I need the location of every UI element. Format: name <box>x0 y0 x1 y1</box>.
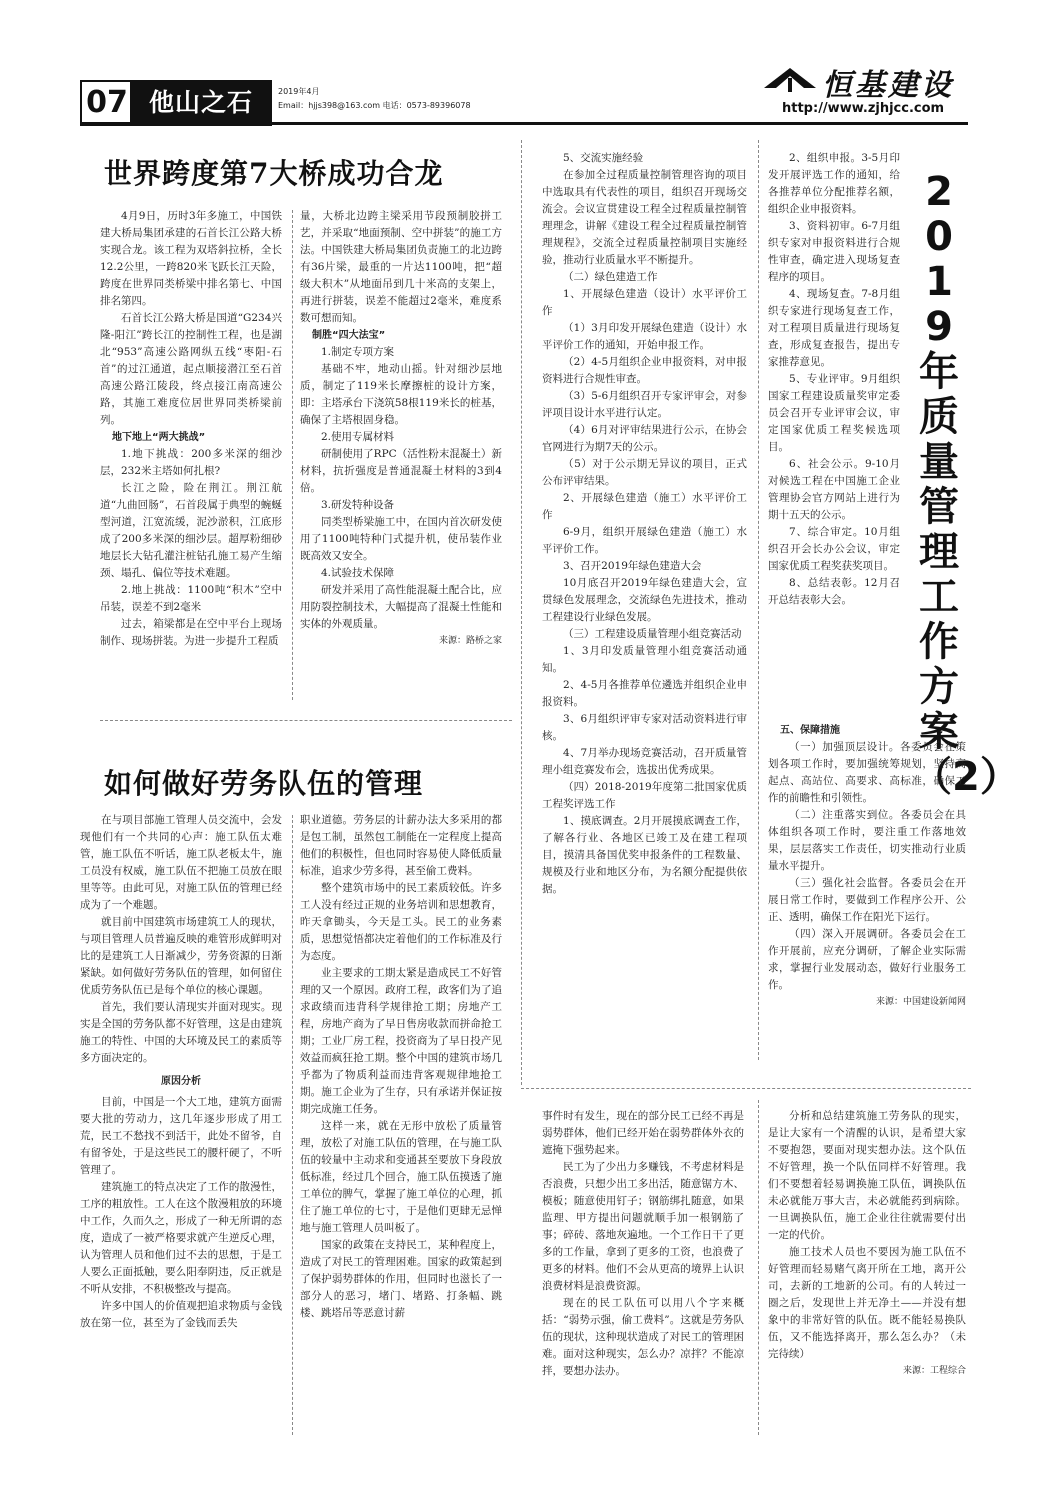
issue-meta <box>278 85 471 113</box>
paragraph: 3.研发特种设备 <box>321 499 395 511</box>
company-logo-text: 恒基建设 <box>822 68 954 103</box>
paragraph: 业主要求的工期太紧是造成民工不好管理的又一个原因。政府工程，政客们为了追求政绩而违背科学规律抢工期；房地产工程，房地产商为了早日售房收款而拼命抢工期；工业厂房工程，投资商为了早日投产见效益而疯狂抢工期。整个中国的建筑市场几乎都为了物质利益而违背客观规律地抢工期。施工企业为了生存，只有承诺并保证按期完成施工任务。 <box>300 967 502 1115</box>
paragraph: （二）绿色建造工作 <box>563 271 658 283</box>
paragraph: 石首长江公路大桥是国道“G234兴隆-阳江”跨长江的控制性工程，也是湖北“953”高速公路网纵五线“枣阳-石首”的过江通道，起点顺接潜江至石首高速公路江陵段，终点接江南高速公路，其施工难度位居世界同类桥梁前列。 <box>100 312 282 426</box>
paragraph: 1、开展绿色建造（设计）水平评价工作 <box>542 288 747 317</box>
paragraph: 施工技术人员也不要因为施工队伍不好管理而轻易赌气离开所在工地，离开公司，去新的工地新的公司。有的人转过一圈之后，发现世上并无净土——并没有想象中的非常好管的队伍。既不能轻易换队伍，又不能选择离开，那么怎么办？（未完待续） <box>768 1246 966 1360</box>
company-logo-icon <box>762 64 818 94</box>
subheading: 五、保障措施 <box>780 725 840 736</box>
paragraph: 1、3月印发质量管理小组竞赛活动通知。 <box>542 645 747 674</box>
paragraph: 这样一来，就在无形中放松了质量管理，放松了对施工队伍的管理，在与施工队伍的较量中主动求和变通甚至要放下身段放低标准，经过几个回合，施工队伍摸透了施工单位的脾气，掌握了施工单位的心理，抓住了施工单位的七寸，于是他们更肆无忌惮地与施工管理人员叫板了。 <box>300 1120 502 1234</box>
paragraph: 2、组织申报。3-5月印发开展评选工作的通知，给各推荐单位分配推荐名额，组织企业申报资料。 <box>768 152 900 215</box>
paragraph: （1）3月印发开展绿色建造（设计）水平评价工作的通知，开始申报工作。 <box>542 322 747 351</box>
company-url[interactable]: http://www.zjhjcc.com <box>782 101 945 116</box>
article2-title: 如何做好劳务队伍的管理 <box>104 767 424 800</box>
column-divider <box>521 140 522 1085</box>
subheading: 制胜“四大法宝” <box>312 330 386 341</box>
column-divider <box>758 1100 759 1435</box>
paragraph: 1、摸底调查。2月开展摸底调查工作，了解各行业、各地区已竣工及在建工程项目，摸清具备国优奖申报条件的工程数量、规模及行业和地区分布，为名额分配提供依据。 <box>542 815 747 895</box>
paragraph: 研发并采用了高性能混凝土配合比，应用防裂控制技术，大幅提高了混凝土性能和实体的外观质量。 <box>300 584 502 630</box>
paragraph: 7、综合审定。10月组织召开会长办公会议，审定国家优质工程奖获奖项目。 <box>768 526 900 572</box>
paragraph: 3、6月组织评审专家对活动资料进行审核。 <box>542 713 747 742</box>
paragraph: 10月底召开2019年绿色建造大会，宣贯绿色发展理念，交流绿色先进技术，推动工程建设行业绿色发展。 <box>542 577 747 623</box>
paragraph: 在与项目部施工管理人员交流中，会发现他们有一个共同的心声：施工队伍太难管，施工队伍不听话，施工队老板太牛，施工员没有权威，施工队伍不把施工员放在眼里等等。由此可见，对施工队伍的管理已经成为了一个难题。 <box>80 814 282 911</box>
article1-column-1 <box>100 208 282 650</box>
paragraph: 4、7月举办现场竞赛活动，召开质量管理小组竞赛发布会，选拔出优秀成果。 <box>542 747 747 776</box>
paragraph: 整个建筑市场中的民工素质较低。许多工人没有经过正规的业务培训和思想教育，昨天拿锄头，今天是工头。民工的业务素质，思想觉悟都决定着他们的工作标准及行为态度。 <box>300 882 502 962</box>
paragraph: （5）对于公示期无异议的项目，正式公布评审结果。 <box>542 458 747 487</box>
paragraph: 量，大桥北边跨主梁采用节段预制胶拼工艺，并采取“地面预制、空中拼装”的施工方法。中国铁建大桥局集团负责施工的北边跨有36片梁，最重的一片达1100吨，把“超级大积木”从地面吊到几十米高的支架上，再进行拼装，误差不能超过2毫米，难度系数可想而知。 <box>300 210 502 324</box>
paragraph: 目前，中国是一个大工地，建筑方面需要大批的劳动力，这几年逐步形成了用工荒，民工不愁找不到活干，此处不留爷，自有留爷处，于是这些民工的腰杆硬了，不听管理了。 <box>80 1096 282 1176</box>
paragraph: 1.地下挑战：200多米深的细沙层，232米主塔如何扎根? <box>100 448 282 477</box>
paragraph: 首先，我们要认清现实并面对现实。现实是全国的劳务队都不好管理，这是由建筑施工的特性、中国的大环境及民工的素质等多方面决定的。 <box>80 1001 282 1064</box>
paragraph: 现在的民工队伍可以用八个字来概括：“弱势示强，偷工费料”。这就是劳务队伍的现状，这种现状造成了对民工的管理困难。面对这种现实，怎么办？凉拌？不能凉拌，要想办法办。 <box>542 1297 744 1377</box>
paragraph: 职业道德。劳务层的计薪办法大多采用的都是包工制，虽然包工制能在一定程度上提高他们的积极性，但也同时容易使人降低质量标准，追求少劳多得，甚至偷工费料。 <box>300 814 502 877</box>
masthead-rule <box>80 122 968 125</box>
paragraph: 4、现场复查。7-8月组织专家进行现场复查工作，对工程项目质量进行现场复查，形成复查报告，提出专家推荐意见。 <box>768 288 900 368</box>
paragraph: 3、资料初审。6-7月组织专家对申报资料进行合规性审查，确定进入现场复查程序的项目。 <box>768 220 900 283</box>
article3-column-3 <box>768 722 966 1011</box>
paragraph: 许多中国人的价值观把追求物质与金钱放在第一位，甚至为了金钱而丢失 <box>80 1300 282 1329</box>
paragraph: 就目前中国建筑市场建筑工人的现状，与项目管理人员普遍反映的难管形成鲜明对比的是建筑工人日渐减少，劳务资源的日渐紧缺。如何做好劳务队伍的管理，如何留住优质劳务队伍已是每个单位的核心课题。 <box>80 916 282 996</box>
paragraph: 基础不牢，地动山摇。针对细沙层地质，制定了119米长摩擦桩的设计方案，即：主塔承台下浇筑58根119米长的桩基，确保了主塔根固身稳。 <box>300 363 502 426</box>
column-divider <box>758 140 759 1060</box>
paragraph: 民工为了少出力多赚钱，不考虑材料是否浪费，只想少出工多出活，随意锯方木、模板；随意使用钉子；钢筋绑扎随意，如果监理、甲方提出问题就顺手加一根钢筋了事；碎砖、落地灰遍地。一个工作日干了更多的工作量，拿到了更多的工资，也浪费了更多的材料。他们不会从更高的境界上认识浪费材料是浪费资源。 <box>542 1161 744 1292</box>
paragraph: （二）注重落实到位。各委员会在具体组织各项工作时，要注重工作落地效果，层层落实工作责任，切实推动行业质量水平提升。 <box>768 809 966 872</box>
paragraph: 同类型桥梁施工中，在国内首次研发使用了1100吨特种门式提升机，使吊装作业既高效又安全。 <box>300 516 502 562</box>
paragraph: 建筑施工的特点决定了工作的散漫性，工序的粗放性。工人在这个散漫粗放的环境中工作，久而久之，形成了一种无所谓的态度，造成了一被严格要求就产生逆反心理，认为管理人员和他们过不去的思想，于是工人要么正面抵触，要么阳奉阴违，反正就是不听从安排，不积极整改与提高。 <box>80 1181 282 1295</box>
column-divider <box>292 210 293 700</box>
column-name: 他山之石 <box>130 80 272 126</box>
article2-column-1 <box>80 812 282 1332</box>
paragraph: 5、交流实施经验 <box>563 152 644 164</box>
paragraph: 4月9日，历时3年多施工，中国铁建大桥局集团承建的石首长江公路大桥实现合龙。该工程为双塔斜拉桥，全长12.2公里，一跨820米飞跃长江天险，跨度在世界同类桥梁中排名第七、中国排名第四。 <box>100 210 282 307</box>
paragraph: （2）4-5月组织企业申报资料，对申报资料进行合规性审查。 <box>542 356 747 385</box>
article2-column-4 <box>768 1108 966 1380</box>
source-credit: 来源：路桥之家 <box>438 636 502 646</box>
article1-column-2 <box>300 208 502 650</box>
paragraph: 过去，箱梁都是在空中平台上现场制作、现场拼装。为进一步提升工程质 <box>100 618 282 647</box>
paragraph: 8、总结表彰。12月召开总结表彰大会。 <box>768 577 900 606</box>
paragraph: 1.制定专项方案 <box>321 346 395 358</box>
paragraph: 6-9月，组织开展绿色建造（施工）水平评价工作。 <box>542 526 747 555</box>
section-divider <box>521 1088 971 1089</box>
paragraph: 2.使用专属材料 <box>321 431 395 443</box>
source-credit: 来源：工程综合 <box>902 1366 966 1376</box>
paragraph: 2、开展绿色建造（施工）水平评价工作 <box>542 492 747 521</box>
paragraph: （四）深入开展调研。各委员会在工作开展前，应充分调研，了解企业实际需求，掌握行业发展动态，做好行业服务工作。 <box>768 928 966 991</box>
paragraph: （3）5-6月组织召开专家评审会，对参评项目设计水平进行认定。 <box>542 390 747 419</box>
paragraph: （四）2018-2019年度第二批国家优质工程奖评选工作 <box>542 781 747 810</box>
issue-date: 2019年4月 <box>278 87 320 96</box>
article2-column-3 <box>542 1108 744 1380</box>
paragraph: 国家的政策在支持民工，某种程度上，造成了对民工的管理困难。国家的政策起到了保护弱势群体的作用，但同时也滋长了一部分人的恶习，堵门、堵路、打条幅、跳楼、跳塔吊等恶意讨薪 <box>300 1239 502 1319</box>
subheading: 原因分析 <box>161 1076 201 1087</box>
paragraph: 在参加全过程质量控制管理咨询的项目中选取具有代表性的项目，组织召开现场交流会。会议宣贯建设工程全过程质量控制管理理念，讲解《建设工程全过程质量控制管理规程》，交流全过程质量控制项目实施经验，推动行业质量水平不断提升。 <box>542 169 747 266</box>
paragraph: 5、专业评审。9月组织国家工程建设质量奖审定委员会召开专业评审会议，审定国家优质工程奖候选项目。 <box>768 373 900 453</box>
article3-column-2 <box>768 150 900 609</box>
paragraph: （4）6月对评审结果进行公示，在协会官网进行为期7天的公示。 <box>542 424 747 453</box>
paragraph: 2、4-5月各推荐单位遴选并组织企业申报资料。 <box>542 679 747 708</box>
article1-title: 世界跨度第7大桥成功合龙 <box>104 157 444 190</box>
paragraph: 2.地上挑战：1100吨“积木”空中吊装，误差不到2毫米 <box>100 584 282 613</box>
article3-column-1 <box>542 150 747 898</box>
subheading: 地下地上“两大挑战” <box>112 432 206 443</box>
section-divider <box>100 720 512 721</box>
column-divider <box>292 815 293 1435</box>
paragraph: （三）强化社会监督。各委员会在开展日常工作时，要做到工作程序公开、公正、透明，确保工作在阳光下运行。 <box>768 877 966 923</box>
vertical-series-title: 2019年质量管理工作方案（2） <box>912 169 1020 800</box>
paragraph: 长江之险，险在荆江。荆江航道“九曲回肠”，石首段属于典型的蜿蜒型河道，江宽流缓，泥沙淤积，江底形成了200多米深的细沙层。超厚粉细砂地层长大钻孔灌注桩钻孔施工易产生缩颈、塌孔、偏位等技术难题。 <box>100 482 282 579</box>
contact-info: Email：hjjs398@163.com 电话：0573-89396078 <box>278 101 471 110</box>
paragraph: 3、召开2019年绿色建造大会 <box>563 560 702 572</box>
paragraph: 研制使用了RPC（活性粉末混凝土）新材料，抗折强度是普通混凝土材料的3到4倍。 <box>300 448 502 494</box>
paragraph: 4.试验技术保障 <box>321 567 395 579</box>
paragraph: 事件时有发生，现在的部分民工已经不再是弱势群体，他们已经开始在弱势群体外衣的遮掩下强势起来。 <box>542 1110 744 1156</box>
paragraph: 分析和总结建筑施工劳务队的现实，是让大家有一个清醒的认识，是希望大家不要抱怨，要面对现实想办法。这个队伍不好管理，换一个队伍同样不好管理。我们不要想着轻易调换施工队伍，调换队伍未必就能万事大吉，未必就能药到病除。一旦调换队伍，施工企业往往就需要付出一定的代价。 <box>768 1110 966 1241</box>
source-credit: 来源：中国建设新闻网 <box>875 997 966 1007</box>
article2-column-2 <box>300 812 502 1322</box>
paragraph: （三）工程建设质量管理小组竞赛活动 <box>563 628 742 640</box>
paragraph: （一）加强顶层设计。各委员会在策划各项工作时，要加强统筹规划，坚持高起点、高站位、高要求、高标准，确保工作的前瞻性和引领性。 <box>768 741 966 804</box>
page-number: 07 <box>80 80 134 126</box>
paragraph: 6、社会公示。9-10月对候选工程在中国施工企业管理协会官方网站上进行为期十五天的公示。 <box>768 458 900 521</box>
